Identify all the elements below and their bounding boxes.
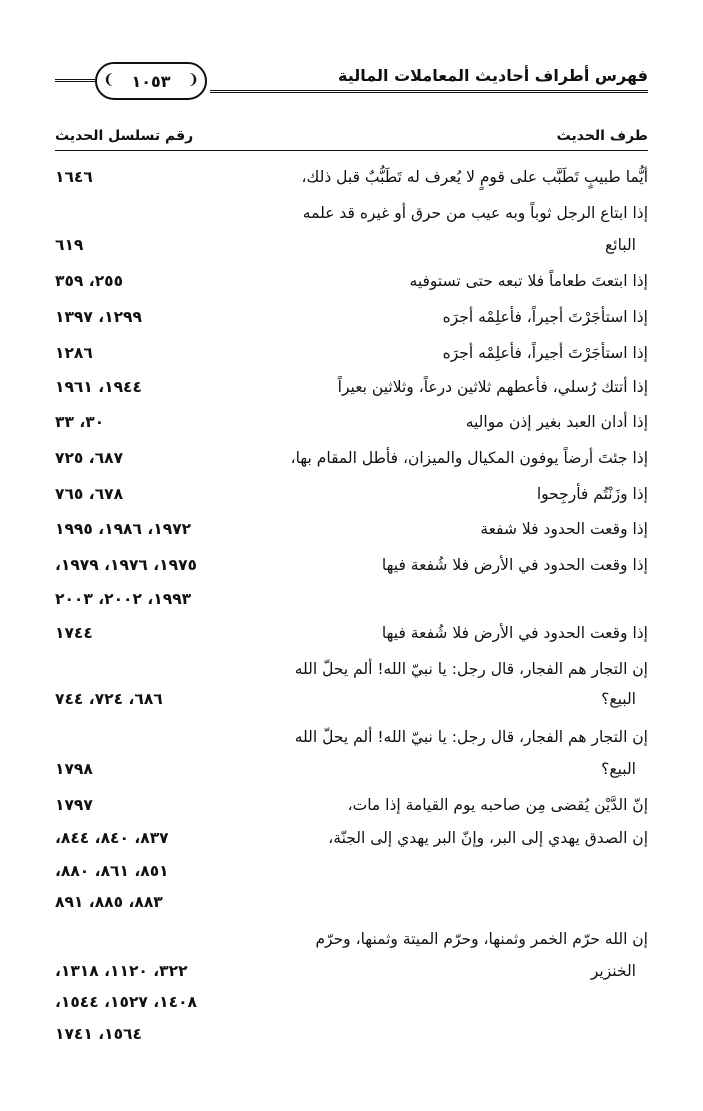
index-row: [55, 993, 648, 1029]
serial-numbers: ١٢٨٦: [55, 344, 93, 362]
serial-numbers: ١٧٩٨: [55, 760, 93, 778]
serial-numbers: ٣٢٢، ١١٢٠، ١٣١٨،: [55, 962, 188, 980]
index-row: [55, 520, 648, 556]
serial-numbers: ١٧٩٧: [55, 796, 93, 814]
hadith-text: إذا ابتعتَ طعاماً فلا تبعه حتى تستوفيه: [409, 272, 648, 290]
serial-numbers: ١٢٩٩، ١٣٩٧: [55, 308, 142, 326]
serial-numbers: ٨٣٧، ٨٤٠، ٨٤٤،: [55, 829, 169, 847]
badge-ornament-right: ❩: [187, 72, 199, 88]
serial-numbers: ٣٠، ٣٣: [55, 413, 105, 431]
serial-numbers: ١٤٠٨، ١٥٢٧، ١٥٤٤،: [55, 993, 198, 1011]
header-ornament-left: [55, 79, 95, 82]
index-row: [55, 930, 648, 966]
index-row: [55, 413, 648, 449]
hadith-text: إذا وقعت الحدود فلا شفعة: [480, 520, 648, 538]
index-row: [55, 690, 648, 726]
column-header-rule: [55, 150, 648, 151]
header-rule: [210, 90, 648, 96]
serial-numbers: ٦١٩: [55, 236, 84, 254]
index-row: [55, 168, 648, 204]
hadith-text: إذا استأجَرْتَ أجيراً، فأعلِمْه أجرَه: [442, 344, 648, 362]
serial-numbers: ٦٨٧، ٧٢٥: [55, 449, 124, 467]
serial-numbers: ١٦٤٦: [55, 168, 93, 186]
hadith-text: إذا أتتك رُسلي، فأعطهم ثلاثين درعاً، وثلاثين بعيراً: [337, 378, 648, 396]
page-number-badge: [95, 62, 207, 100]
serial-numbers: ٨٨٣، ٨٨٥، ٨٩١: [55, 893, 163, 911]
running-title: فهرس أطراف أحاديث المعاملات المالية: [338, 66, 648, 85]
index-row: [55, 590, 648, 626]
serial-numbers: ١٩٤٤، ١٩٦١: [55, 378, 142, 396]
index-row: [55, 378, 648, 414]
index-row: [55, 624, 648, 660]
hadith-text: الخنزير: [590, 962, 636, 980]
hadith-text: إن الله حرّم الخمر وثمنها، وحرّم الميتة وثمنها، وحرّم: [315, 930, 648, 948]
hadith-text: إذا جئتَ أرضاً يوفون المكيال والميزان، فأطل المقام بها،: [290, 449, 648, 467]
hadith-text: إن الصدق يهدي إلى البر، وإنّ البر يهدي إلى الجنّة،: [328, 829, 648, 847]
index-row: [55, 344, 648, 380]
serial-numbers: ١٥٦٤، ١٧٤١: [55, 1025, 142, 1043]
index-row: [55, 1025, 648, 1061]
index-row: [55, 449, 648, 485]
hadith-text: إذا استأجَرْتَ أجيراً، فأعلِمْه أجرَه: [442, 308, 648, 326]
index-row: [55, 760, 648, 796]
column-header-serial: رقم تسلسل الحديث: [55, 128, 194, 144]
badge-ornament-left: ❨: [103, 72, 115, 88]
serial-numbers: ١٩٧٥، ١٩٧٦، ١٩٧٩،: [55, 556, 198, 574]
serial-numbers: ١٩٧٢، ١٩٨٦، ١٩٩٥: [55, 520, 192, 538]
index-row: [55, 829, 648, 865]
column-header-hadith: طرف الحديث: [556, 128, 648, 144]
index-row: [55, 272, 648, 308]
hadith-text: البائع: [605, 236, 636, 254]
index-row: [55, 893, 648, 929]
index-row: [55, 556, 648, 592]
serial-numbers: ٨٥١، ٨٦١، ٨٨٠،: [55, 862, 169, 880]
index-row: [55, 796, 648, 832]
hadith-text: إذا ابتاع الرجل ثوباً وبه عيب من حرق أو غيره قد علمه: [302, 204, 648, 222]
index-row: [55, 308, 648, 344]
index-row: [55, 204, 648, 240]
hadith-text: إذا أدان العبد بغير إذن مواليه: [465, 413, 648, 431]
serial-numbers: ٢٥٥، ٣٥٩: [55, 272, 124, 290]
serial-numbers: ٦٨٦، ٧٢٤، ٧٤٤: [55, 690, 163, 708]
hadith-text: إن التجار هم الفجار، قال رجل: يا نبيّ الله! ألم يحلّ الله: [294, 660, 648, 678]
index-row: [55, 236, 648, 272]
hadith-text: البيع؟: [601, 760, 636, 778]
hadith-text: إن التجار هم الفجار، قال رجل: يا نبيّ الله! ألم يحلّ الله: [294, 728, 648, 746]
hadith-text: إذا وقعت الحدود في الأرض فلا شُفعة فيها: [381, 556, 648, 574]
page-number: ١٠٥٣: [131, 71, 171, 91]
page-header: [55, 62, 648, 108]
hadith-text: إنّ الدَّيْن يُقضى مِن صاحبه يوم القيامة إذا مات،: [347, 796, 648, 814]
index-row: [55, 485, 648, 521]
hadith-text: إذا وزَنْتُم فأرجِحوا: [536, 485, 648, 503]
serial-numbers: ١٩٩٣، ٢٠٠٢، ٢٠٠٣: [55, 590, 192, 608]
hadith-text: أيُّما طبيبٍ تَطَبَّب على قومٍ لا يُعرف له تَطَبُّبٌ قبل ذلك،: [301, 168, 648, 186]
hadith-text: إذا وقعت الحدود في الأرض فلا شُفعة فيها: [381, 624, 648, 642]
hadith-text: البيع؟: [601, 690, 636, 708]
index-row: [55, 728, 648, 764]
serial-numbers: ١٧٤٤: [55, 624, 93, 642]
serial-numbers: ٦٧٨، ٧٦٥: [55, 485, 124, 503]
